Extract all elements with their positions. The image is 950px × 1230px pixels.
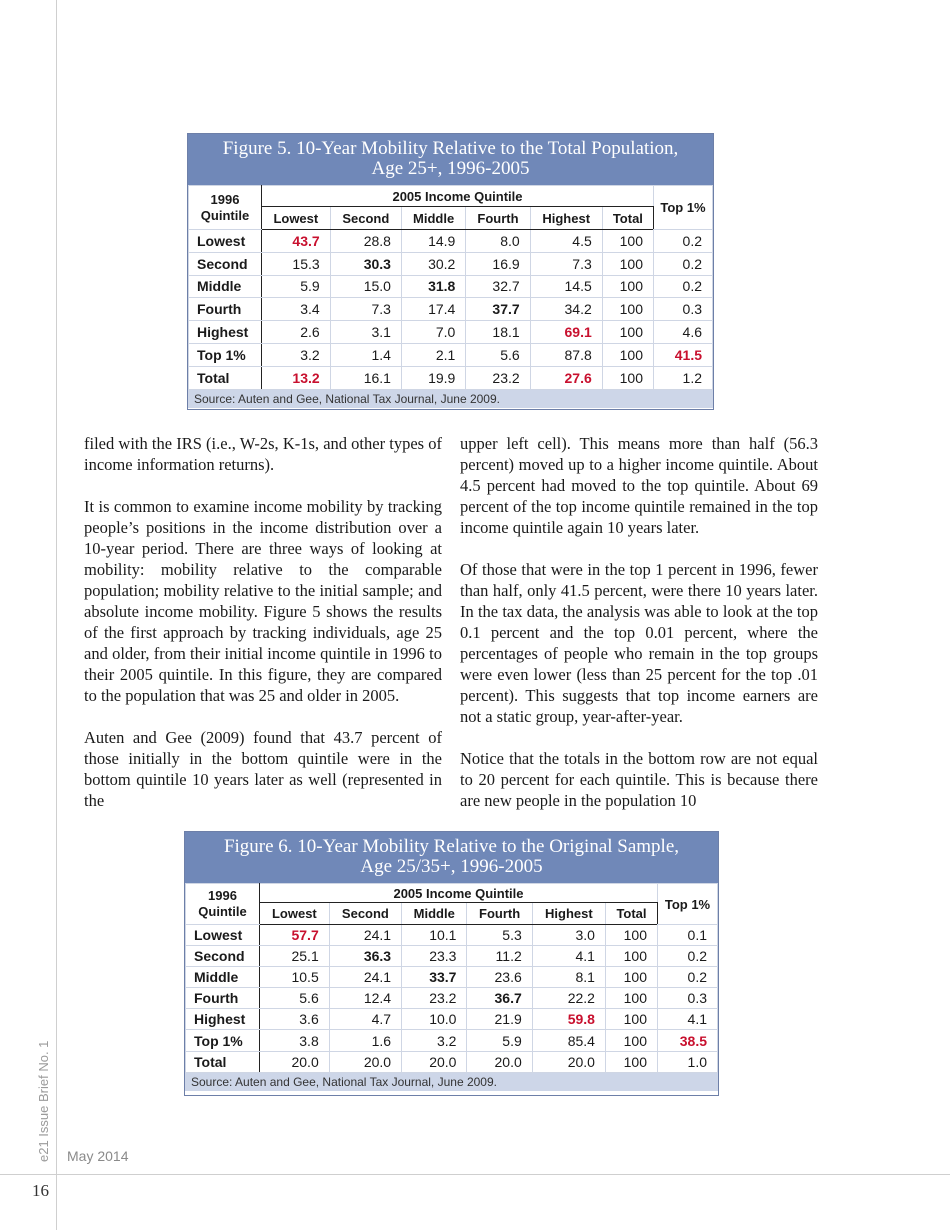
table-cell: 87.8 [530, 343, 602, 366]
table-cell: 0.2 [658, 967, 718, 988]
table-cell: 20.0 [260, 1051, 330, 1072]
paragraph: Of those that were in the top 1 percent in 1996, fewer than half, only 41.5 percent, were there 10 years later. In the tax data, the analysis was able to look at the top 0.1 percent and the top 0.01 percent, where the percentages of people who remain in the top groups were even lower (less than 25 percent for the top .01 percent). This suggests that top income earners are not a static group, year-after-year. [460, 560, 818, 726]
margin-rule-horizontal [0, 1174, 950, 1175]
figure-5-source: Source: Auten and Gee, National Tax Journal, June 2009. [188, 390, 713, 408]
table-cell: 0.1 [658, 925, 718, 946]
row-label: Fourth [186, 988, 260, 1009]
row-label: Second [189, 252, 262, 275]
figure-5 [187, 133, 714, 410]
corner-header [186, 884, 260, 925]
table-cell: 1.2 [654, 366, 713, 389]
table-cell: 23.6 [467, 967, 532, 988]
figure-6-title-line1: Figure 6. 10-Year Mobility Relative to the Original Sample, [223, 836, 680, 857]
group-header: 2005 Income Quintile [262, 186, 654, 207]
table-cell: 100 [605, 925, 657, 946]
table-cell: 0.2 [654, 230, 713, 253]
table-cell: 3.0 [532, 925, 605, 946]
table-cell: 1.6 [329, 1030, 401, 1051]
table-row [189, 343, 713, 366]
group-header: 2005 Income Quintile [260, 884, 658, 903]
table-cell: 100 [602, 343, 653, 366]
table-row [189, 321, 713, 344]
table-cell: 43.7 [262, 230, 331, 253]
table-cell: 4.1 [532, 946, 605, 967]
table-cell: 100 [602, 252, 653, 275]
figure-6 [184, 831, 719, 1096]
paragraph: filed with the IRS (i.e., W-2s, K-1s, and other types of income information returns). [84, 434, 442, 474]
table-cell: 24.1 [329, 967, 401, 988]
table-cell: 36.7 [467, 988, 532, 1009]
table-cell: 36.3 [329, 946, 401, 967]
table-cell: 23.2 [466, 366, 530, 389]
table-cell: 14.9 [401, 230, 465, 253]
table-cell: 100 [605, 988, 657, 1009]
table-cell: 100 [602, 321, 653, 344]
row-label: Second [186, 946, 260, 967]
row-label: Fourth [189, 298, 262, 321]
column-header: Total [605, 903, 657, 925]
table-cell: 3.6 [260, 1009, 330, 1030]
table-cell: 15.3 [262, 252, 331, 275]
table-cell: 2.1 [401, 343, 465, 366]
column-header: Middle [402, 903, 467, 925]
table-row [186, 1030, 718, 1051]
table-cell: 10.1 [402, 925, 467, 946]
table-row [186, 1009, 718, 1030]
corner-header-label: Quintile [200, 207, 250, 223]
figure-6-source: Source: Auten and Gee, National Tax Journal, June 2009. [185, 1073, 718, 1091]
table-cell: 30.3 [330, 252, 401, 275]
table-cell: 18.1 [466, 321, 530, 344]
row-label: Top 1% [186, 1030, 260, 1051]
table-cell: 5.9 [467, 1030, 532, 1051]
row-label: Highest [189, 321, 262, 344]
table-cell: 2.6 [262, 321, 331, 344]
table-cell: 3.2 [402, 1030, 467, 1051]
table-cell: 21.9 [467, 1009, 532, 1030]
table-cell: 69.1 [530, 321, 602, 344]
table-cell: 4.7 [329, 1009, 401, 1030]
paragraph: It is common to examine income mobility by tracking people’s positions in the income distribution over a 10-year period. There are three ways of looking at mobility: mobility relative to the comparable population; mobility relative to the initial sample; and absolute income mobility. Figure 5 shows the results of the first approach by tracking individuals, age 25 and older, from their initial income quintile in 1996 to their 2005 quintile. In this figure, they are compared to the population that was 25 and older in 2005. [84, 497, 442, 705]
table-cell: 19.9 [401, 366, 465, 389]
top1-header: Top 1% [658, 884, 718, 925]
corner-header-label: Quintile [198, 904, 247, 919]
table-cell: 5.3 [467, 925, 532, 946]
table-cell: 22.2 [532, 988, 605, 1009]
margin-rule-vertical [56, 0, 57, 1230]
table-cell: 27.6 [530, 366, 602, 389]
column-header: Fourth [467, 903, 532, 925]
table-cell: 0.2 [654, 252, 713, 275]
column-header: Highest [530, 207, 602, 230]
table-cell: 10.0 [402, 1009, 467, 1030]
column-header: Lowest [262, 207, 331, 230]
table-cell: 30.2 [401, 252, 465, 275]
table-cell: 17.4 [401, 298, 465, 321]
row-label: Highest [186, 1009, 260, 1030]
table-row-total [186, 1051, 718, 1072]
corner-header-year: 1996 [210, 191, 240, 207]
table-cell: 10.5 [260, 967, 330, 988]
row-label: Middle [186, 967, 260, 988]
table-cell: 38.5 [658, 1030, 718, 1051]
table-cell: 25.1 [260, 946, 330, 967]
table-cell: 0.3 [658, 988, 718, 1009]
table-cell: 8.1 [532, 967, 605, 988]
table-cell: 3.1 [330, 321, 401, 344]
figure-5-title-line2: Age 25+, 1996-2005 [371, 158, 530, 179]
table-cell: 33.7 [402, 967, 467, 988]
publication-side-label: e21 Issue Brief No. 1 [36, 1040, 51, 1162]
table-row [189, 230, 713, 253]
column-header: Total [602, 207, 653, 230]
table-cell: 0.3 [654, 298, 713, 321]
column-header: Lowest [260, 903, 330, 925]
table-cell: 100 [605, 1051, 657, 1072]
table-row [189, 252, 713, 275]
figure-5-title [188, 134, 713, 185]
table-cell: 5.9 [262, 275, 331, 298]
table-cell: 5.6 [466, 343, 530, 366]
table-cell: 57.7 [260, 925, 330, 946]
figure-6-table [185, 883, 718, 1073]
table-row-total [189, 366, 713, 389]
table-cell: 14.5 [530, 275, 602, 298]
figure-5-table [188, 185, 713, 390]
table-cell: 4.1 [658, 1009, 718, 1030]
figure-6-title [185, 832, 718, 883]
table-cell: 12.4 [329, 988, 401, 1009]
table-cell: 41.5 [654, 343, 713, 366]
paragraph: Notice that the totals in the bottom row are not equal to 20 percent for each quintile. This is because there are new people in the population 10 [460, 749, 818, 810]
table-cell: 100 [605, 1009, 657, 1030]
table-cell: 16.9 [466, 252, 530, 275]
table-row [186, 988, 718, 1009]
table-cell: 4.6 [654, 321, 713, 344]
row-label: Lowest [189, 230, 262, 253]
table-cell: 8.0 [466, 230, 530, 253]
body-column-left [84, 433, 442, 811]
table-cell: 20.0 [329, 1051, 401, 1072]
corner-header [189, 186, 262, 230]
table-cell: 3.8 [260, 1030, 330, 1051]
column-header: Fourth [466, 207, 530, 230]
table-cell: 3.4 [262, 298, 331, 321]
column-header: Second [329, 903, 401, 925]
table-row [186, 946, 718, 967]
table-row [189, 275, 713, 298]
table-cell: 3.2 [262, 343, 331, 366]
table-cell: 15.0 [330, 275, 401, 298]
column-header: Second [330, 207, 401, 230]
column-header: Middle [401, 207, 465, 230]
table-cell: 20.0 [467, 1051, 532, 1072]
table-cell: 0.2 [654, 275, 713, 298]
table-cell: 100 [605, 946, 657, 967]
table-row [189, 298, 713, 321]
table-cell: 1.4 [330, 343, 401, 366]
table-cell: 13.2 [262, 366, 331, 389]
table-cell: 32.7 [466, 275, 530, 298]
table-cell: 85.4 [532, 1030, 605, 1051]
table-cell: 100 [602, 366, 653, 389]
table-cell: 1.0 [658, 1051, 718, 1072]
table-row [186, 967, 718, 988]
table-cell: 23.2 [402, 988, 467, 1009]
table-cell: 7.3 [330, 298, 401, 321]
table-cell: 100 [602, 230, 653, 253]
row-label: Middle [189, 275, 262, 298]
table-cell: 20.0 [402, 1051, 467, 1072]
row-label: Total [186, 1051, 260, 1072]
table-cell: 4.5 [530, 230, 602, 253]
table-cell: 7.3 [530, 252, 602, 275]
body-column-right [460, 433, 818, 811]
table-cell: 7.0 [401, 321, 465, 344]
figure-5-title-line1: Figure 5. 10-Year Mobility Relative to the Total Population, [222, 138, 679, 159]
corner-header-year: 1996 [208, 888, 237, 903]
table-cell: 37.7 [466, 298, 530, 321]
figure-6-title-line2: Age 25/35+, 1996-2005 [360, 856, 543, 877]
table-cell: 0.2 [658, 946, 718, 967]
paragraph: Auten and Gee (2009) found that 43.7 percent of those initially in the bottom quintile were in the bottom quintile 10 years later as well (represented in the [84, 728, 442, 810]
top1-header: Top 1% [654, 186, 713, 230]
table-cell: 100 [605, 967, 657, 988]
table-cell: 31.8 [401, 275, 465, 298]
table-cell: 24.1 [329, 925, 401, 946]
table-cell: 34.2 [530, 298, 602, 321]
row-label: Total [189, 366, 262, 389]
table-cell: 100 [605, 1030, 657, 1051]
page-number: 16 [32, 1181, 49, 1200]
table-cell: 11.2 [467, 946, 532, 967]
table-cell: 100 [602, 275, 653, 298]
table-cell: 20.0 [532, 1051, 605, 1072]
table-cell: 28.8 [330, 230, 401, 253]
table-cell: 23.3 [402, 946, 467, 967]
table-cell: 59.8 [532, 1009, 605, 1030]
paragraph: upper left cell). This means more than half (56.3 percent) moved up to a higher income quintile. About 4.5 percent had moved to the top quintile. About 69 percent of the top income quintile remained in the top income quintile again 10 years later. [460, 434, 818, 537]
row-label: Top 1% [189, 343, 262, 366]
table-cell: 100 [602, 298, 653, 321]
publication-date: May 2014 [67, 1148, 129, 1164]
table-row [186, 925, 718, 946]
column-header: Highest [532, 903, 605, 925]
table-cell: 16.1 [330, 366, 401, 389]
row-label: Lowest [186, 925, 260, 946]
table-cell: 5.6 [260, 988, 330, 1009]
